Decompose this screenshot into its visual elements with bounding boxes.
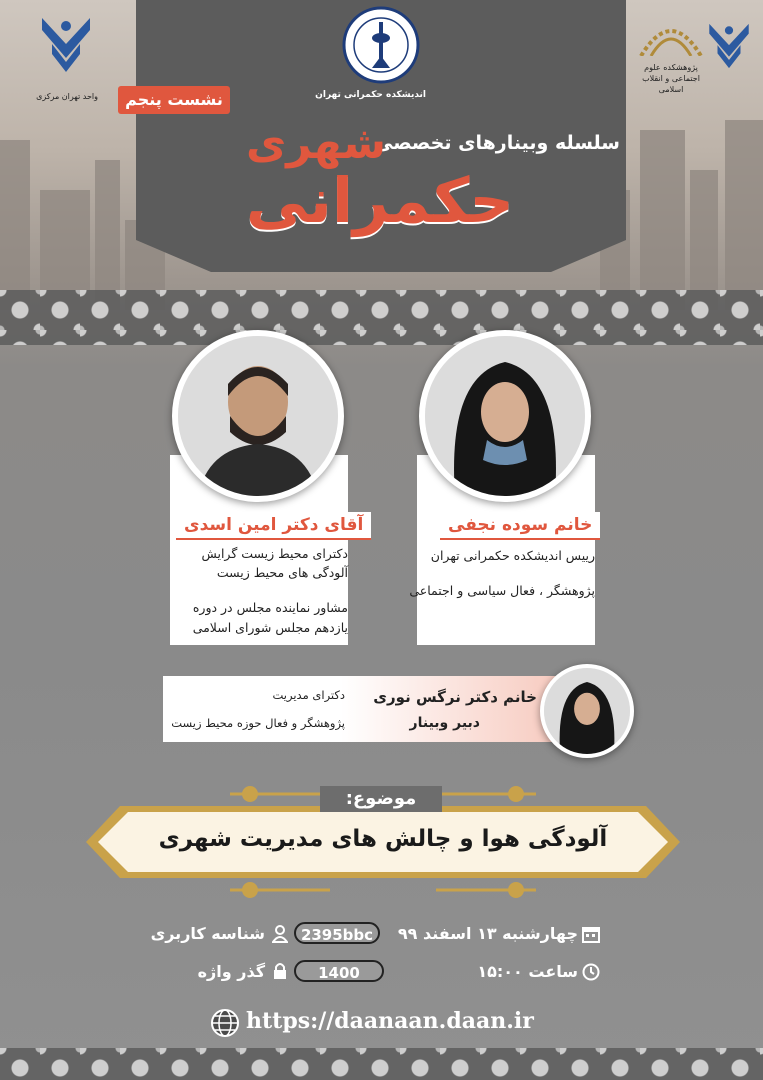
university-logo-right <box>706 16 754 86</box>
main-title-word-shahri: شهری <box>245 118 386 169</box>
center-logo-name: اندیشکده حکمرانی تهران <box>315 90 426 100</box>
lock-icon <box>272 962 288 980</box>
speaker-name-asadi: آقای دکتر امین اسدی <box>176 512 371 540</box>
globe-icon <box>210 1008 240 1038</box>
moderator-name: خانم دکتر نرگس نوری <box>373 688 537 706</box>
moderator-line: پژوهشگر و فعال حوزه محیط زیست <box>171 716 345 730</box>
speaker-line: پژوهشگر ، فعال سیاسی و اجتماعی <box>409 583 595 598</box>
series-title: سلسله وبینارهای تخصصی <box>373 132 620 154</box>
calendar-icon <box>582 925 600 943</box>
university-logo-left <box>38 14 98 104</box>
clock-icon <box>582 963 600 981</box>
left-logo-caption: واحد تهران مرکزی <box>36 92 98 101</box>
speaker-line: آلودگی های محیط زیست <box>216 565 348 580</box>
speaker-line: یازدهم مجلس شورای اسلامی <box>192 620 348 635</box>
man-portrait-icon <box>178 336 338 496</box>
speaker-name-najafi: خانم سوده نجفی <box>440 512 600 540</box>
topic-label: موضوع: <box>320 786 442 812</box>
right-logo-caption: پژوهشکده علوم اجتماعی و انقلاب اسلامی <box>642 63 700 94</box>
milad-tower-icon <box>342 6 420 84</box>
session-badge: نشست پنجم <box>118 86 230 114</box>
speaker-line: رییس اندیشکده حکمرانی تهران <box>430 548 595 563</box>
moderator-role: دبیر وبینار <box>409 715 480 731</box>
moderator-line: دکترای مدیریت <box>272 688 345 702</box>
user-icon <box>272 925 288 943</box>
webinar-url-link[interactable]: https://daanaan.daan.ir <box>246 1008 534 1034</box>
woman-portrait-icon <box>425 336 585 496</box>
speaker-photo-najafi <box>419 330 591 502</box>
moderator-panel <box>163 676 558 742</box>
think-tank-logo <box>315 6 426 106</box>
moderator-photo-noori <box>540 664 634 758</box>
ornament-band-top <box>0 290 763 345</box>
speaker-line: دکترای محیط زیست گرایش <box>201 546 348 561</box>
password-value[interactable]: 1400 <box>294 960 384 982</box>
woman-portrait-icon <box>544 668 630 754</box>
username-label: شناسه کاربری <box>150 924 265 943</box>
main-title-word-hokmrani: حکمرانی <box>245 164 515 237</box>
research-logo-right <box>636 16 706 108</box>
ornament-band-bottom <box>0 1048 763 1080</box>
username-value[interactable]: 2395bbc <box>294 922 380 944</box>
speaker-photo-asadi <box>172 330 344 502</box>
password-label: گذر واژه <box>197 962 265 981</box>
university-emblem-icon <box>38 14 94 76</box>
event-time: ساعت ۱۵:۰۰ <box>477 962 578 981</box>
topic-title: آلودگی هوا و چالش های مدیریت شهری <box>158 826 608 852</box>
dome-emblem-icon <box>636 16 706 56</box>
event-date: چهارشنبه ۱۳ اسفند ۹۹ <box>397 924 578 943</box>
university-emblem-icon <box>706 16 752 76</box>
speaker-line: مشاور نماینده مجلس در دوره <box>192 600 348 615</box>
